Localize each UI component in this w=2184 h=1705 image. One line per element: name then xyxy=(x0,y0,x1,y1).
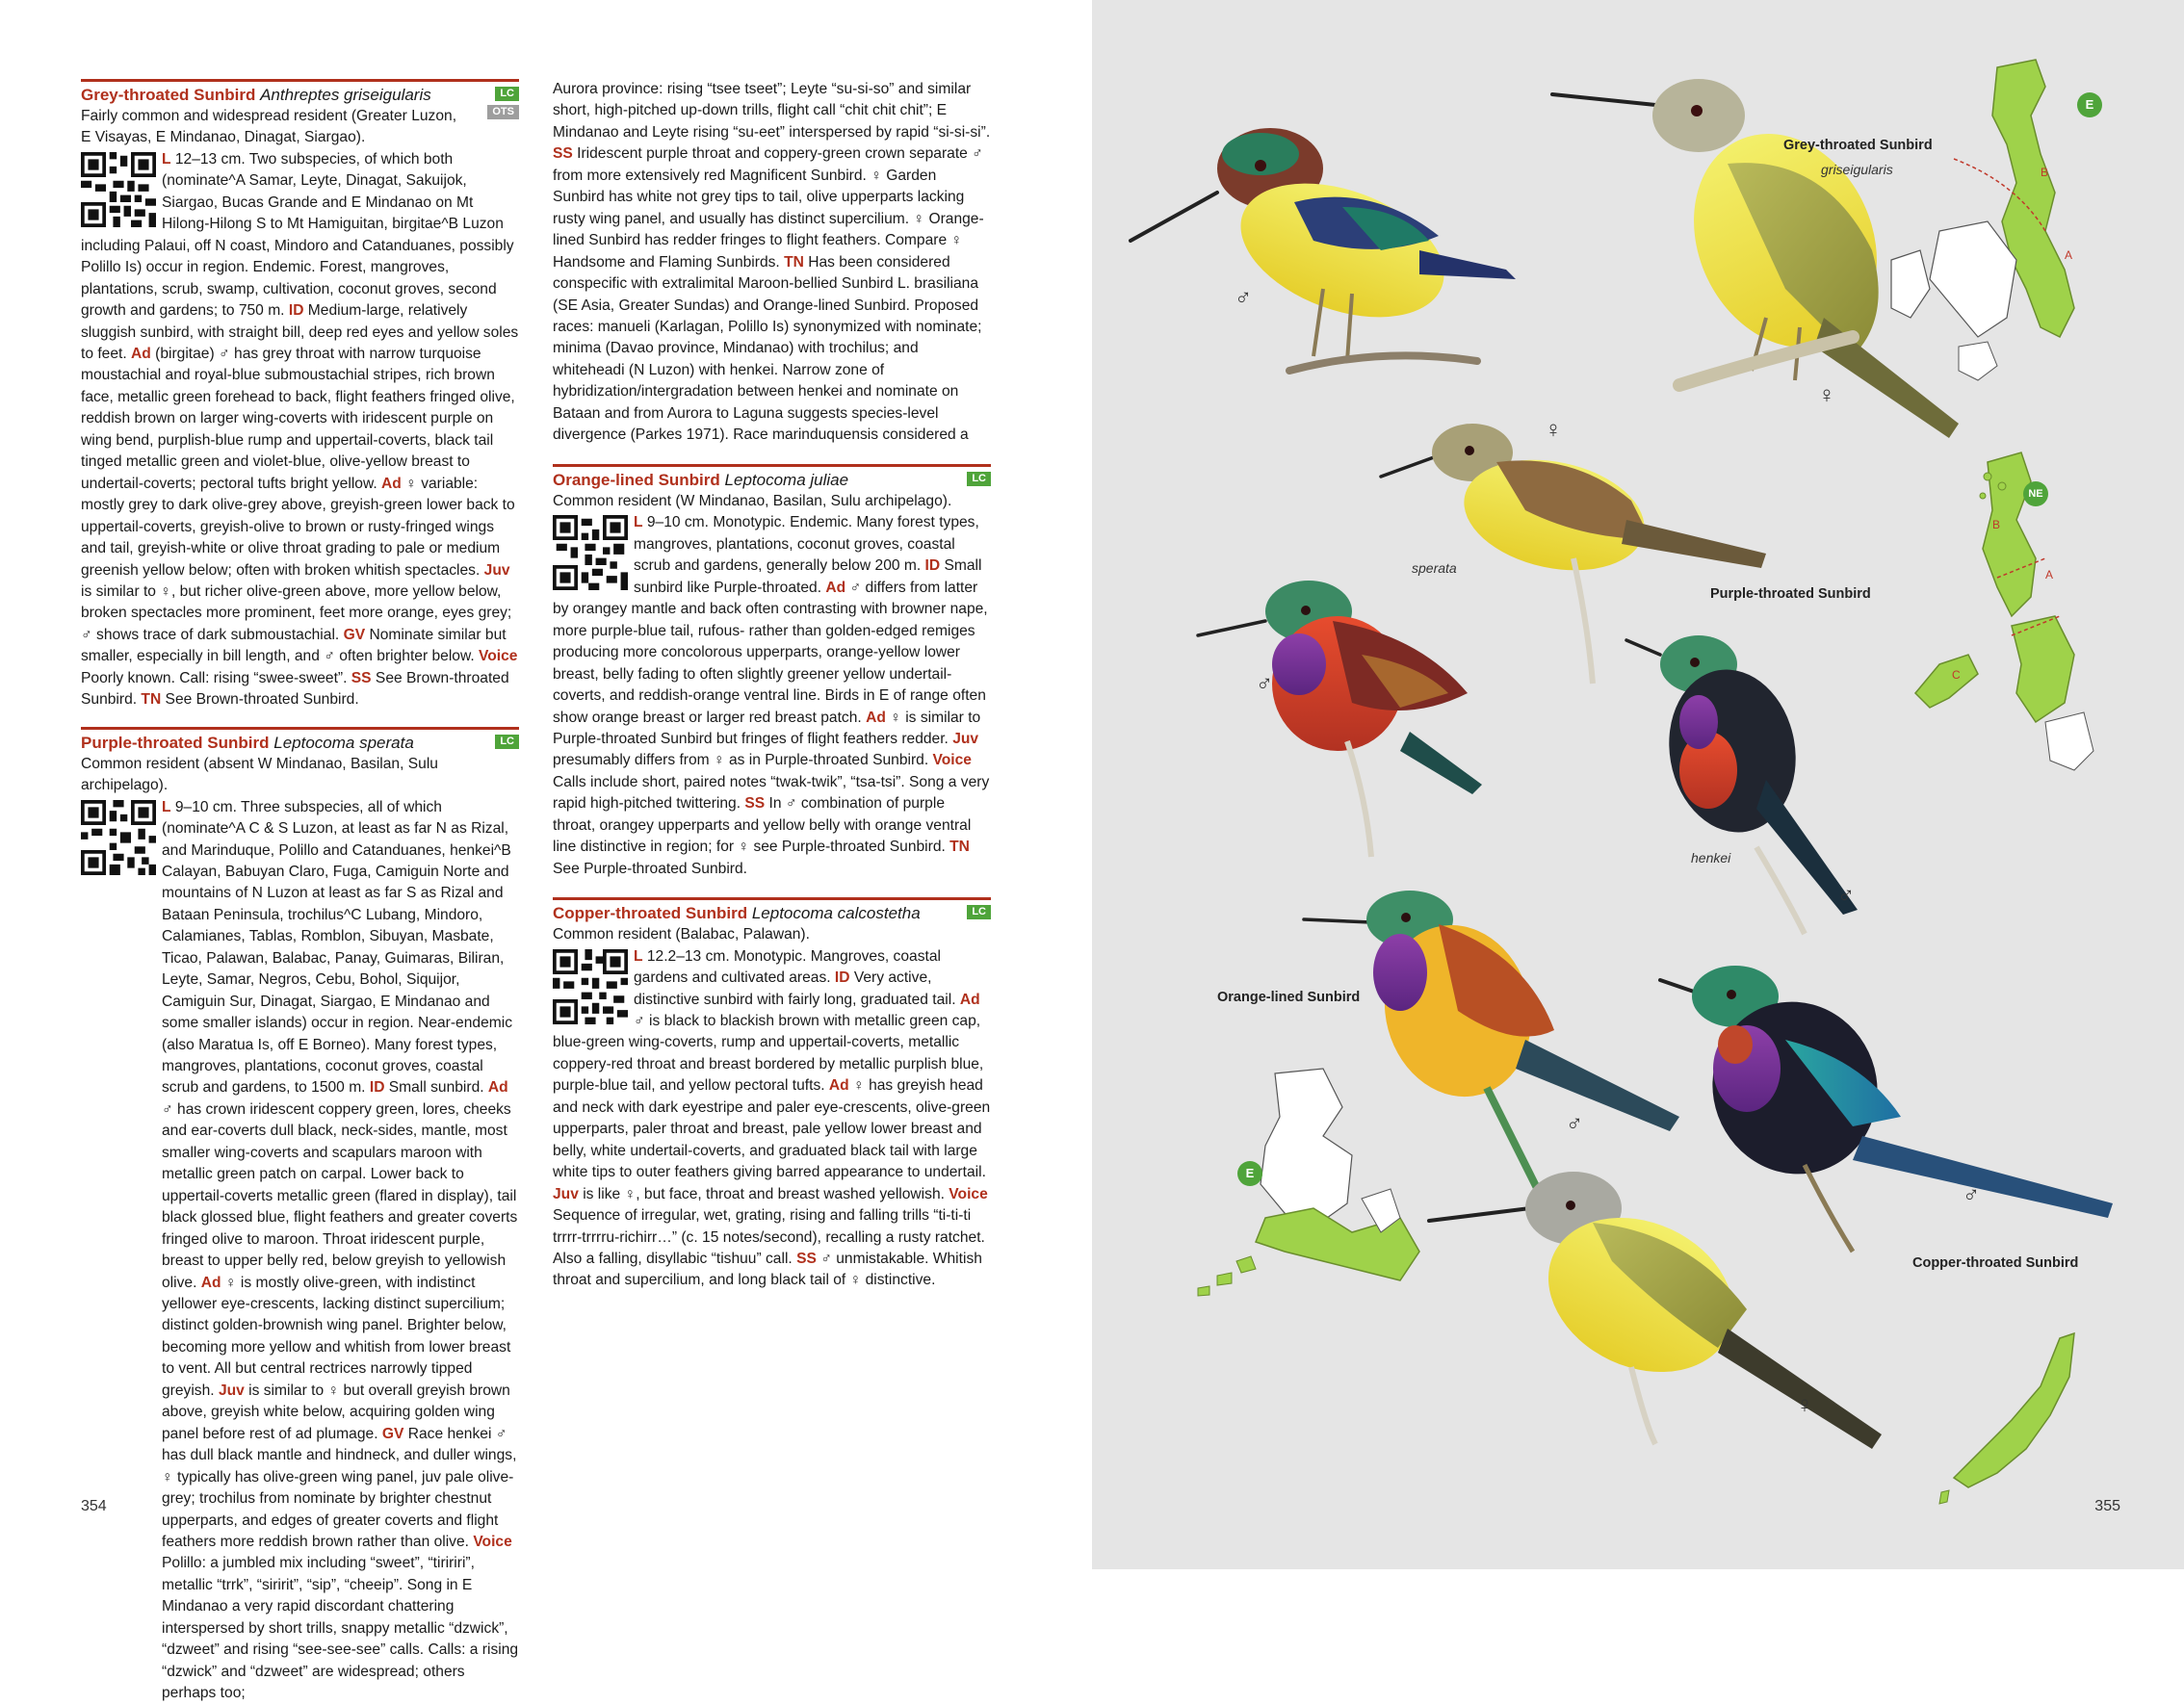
male-symbol-icon: ♂ xyxy=(1235,285,1252,311)
entry-heading xyxy=(553,897,991,924)
qr-code-icon[interactable] xyxy=(553,949,628,1024)
map-letter-b: B xyxy=(1992,518,2001,531)
map-letter-c: C xyxy=(1952,668,1961,682)
bird-copper-throated-female xyxy=(1429,1172,1882,1449)
status-text: Common resident (W Mindanao, Basilan, Sulu archipelago). xyxy=(553,493,952,509)
status-badge-lc: LC xyxy=(495,735,519,749)
qr-code-icon[interactable] xyxy=(81,152,156,227)
label-griseigularis: griseigularis xyxy=(1821,162,1893,177)
bird-orange-lined-male xyxy=(1304,891,1679,1203)
bird-purple-throated-male-sperata xyxy=(1198,581,1482,857)
bird-purple-throated-male-henkei xyxy=(1626,635,1858,934)
label-grey-throated: Grey-throated Sunbird xyxy=(1783,138,1933,153)
text-column-2 xyxy=(553,79,991,1292)
scientific-name: Leptocoma calcostetha xyxy=(751,904,921,923)
purple-throated-continued: Aurora province: rising “tsee tseet”; Leyte “su-si-so” and similar short, high-pitched up-down trills, flight call “chit chit chit”; E Mindanao and Leyte rising “su-eet” interspersed by rapid “si-si-si”. SS Iridescent purple throat and coppery-green crown separate ♂ from more extensively red Magnificent Sunbird. ♀ Garden Sunbird has white not grey tips to tail, olive upperparts lacking rusty wing panel, and usually has distinct supercilium. ♀ Orange-lined Sunbird has redder fringes to flight feathers. Compare ♀ Handsome and Flaming Sunbirds. TN Has been considered conspecific with extralimital Maroon-bellied Sunbird L. brasiliana (SE Asia, Greater Sundas) and Orange-lined Sunbird. Proposed races: manueli (Karlagan, Polillo Is) synonymized with nominate; minima (Davao province, Mindanao) with trochilus; and whiteheadi (N Luzon) with henkei. Narrow zone of hybridization/intergradation between henkei and nominate on Bataan and from Aurora to Laguna suggests species-level divergence (Parkes 1971). Race marinduquensis considered a xyxy=(553,81,991,444)
bird-copper-throated-male xyxy=(1660,966,2113,1252)
status-badge-lc: LC xyxy=(495,87,519,101)
entry-body: L 9–10 cm. Monotypic. Endemic. Many forest types, mangroves, plantations, coconut groves, coastal scrub and gardens, generally below 200 m. ID Small sunbird like Purple-throated. Ad ♂ differs from latter by orangey mantle and back often contrasting with browner nape, more purple-blue tail, rufous- rather than golden-edged remiges producing more concolorous upperparts, orange-yellow lower breast, belly fading to often slightly greener yellow undertail-coverts, and reddish-orange ventral line. Birds in E of range often show orange breast or larger red breast patch. Ad ♀ is similar to Purple-throated Sunbird but fringes of flight feathers redder. Juv presumably differs from ♀ as in Purple-throated Sunbird. Voice Calls include short, paired notes “twak-twik”, “tsa-tsi”. Song a very rapid high-pitched twittering. SS In ♂ combination of purple throat, orangey upperparts and yellow belly with orange ventral line distinctive in region; for ♀ see Purple-throated Sunbird. TN See Purple-throated Sunbird. xyxy=(553,514,990,877)
left-page xyxy=(0,0,1092,1702)
map-letter-a: A xyxy=(2065,248,2073,262)
label-sperata: sperata xyxy=(1412,560,1457,576)
species-entry-orange-lined xyxy=(553,464,991,880)
range-map-purple-throated xyxy=(1915,452,2093,770)
female-symbol-icon: ♀ xyxy=(1796,1392,1813,1418)
right-page-plate xyxy=(1092,0,2184,1569)
male-symbol-icon: ♂ xyxy=(1963,1182,1980,1208)
range-map-orange-lined xyxy=(1198,1069,1419,1296)
female-symbol-icon: ♀ xyxy=(1545,417,1562,443)
common-name: Grey-throated Sunbird xyxy=(81,86,256,104)
scientific-name: Leptocoma sperata xyxy=(273,733,414,752)
status-badge-ots: OTS xyxy=(487,105,519,119)
entry-body: L 9–10 cm. Three subspecies, all of which (nominate^A C & S Luzon, at least as far N as Rizal, and Marinduque, Polillo and Catanduanes, henkei^B Calayan, Babuyan Claro, Fuga, Camiguin Norte and mountains of N Luzon at least as far S as Rizal and Bataan Peninsula, trochilus^C Lubang, Mindoro, Calamianes, Tablas, Romblon, Sibuyan, Masbate, Ticao, Palawan, Balabac, Panay, Guimaras, Biliran, Leyte, Samar, Negros, Cebu, Bohol, Siquijor, Camiguin Sur, Dinagat, Siargao, E Mindanao and some smaller islands) occur in region. Near-endemic (also Maratua Is, off E Borneo). Many forest types, mangroves, plantations, coconut groves, coastal scrub and gardens, to 1500 m. ID Small sunbird. Ad ♂ has crown iridescent coppery green, lores, cheeks and ear-coverts dull black, neck-sides, mantle, most smaller wing-coverts and scapulars maroon with metallic green patch on carpal. Lower back to uppertail-coverts metallic green (flared in display), tail black glossed blue, flight feathers and greater coverts fringed olive to maroon. Throat iridescent purple, breast to upper belly red, below greyish to yellowish olive. Ad ♀ is mostly olive-green, with indistinct yellower eye-crescents, lacking distinct supercilium; distinct golden-brownish wing panel. Brighter below, becoming more yellow and whitish from lower breast to vent. All but central rectrices narrowly tipped greyish. Juv is similar to ♀ but overall greyish brown above, greyish white below, acquiring golden wing panel before rest of ad plumage. GV Race henkei ♂ has dull black mantle and hindneck, and duller wings, ♀ typically has olive-green wing panel, juv pale olive-grey; trochilus from nominate by brighter chestnut upperparts, and edges of greater coverts and flight feathers more reddish brown rather than olive. Voice Polillo: a jumbled mix including “sweet”, “tiririri”, metallic “trrk”, “siririt”, “sip”, “cheeip”. Song in E Mindanao a very rapid discordant chattering interspersed by short trills, snappy metallic “dzwick”, “dzweet” and rising “see-see-see” calls. Calls: a rising “dzwick” and “dzweet” are widespread; others perhaps too; xyxy=(162,798,519,1702)
map-letter-b: B xyxy=(2041,166,2049,179)
status-text: Common resident (absent W Mindanao, Basilan, Sulu archipelago). xyxy=(81,755,438,794)
page-number-right: 355 xyxy=(2094,1498,2120,1514)
page-number-left: 354 xyxy=(81,1498,107,1514)
common-name: Purple-throated Sunbird xyxy=(81,733,270,752)
common-name: Orange-lined Sunbird xyxy=(553,471,720,489)
qr-code-icon[interactable] xyxy=(81,800,156,875)
label-purple-throated: Purple-throated Sunbird xyxy=(1710,586,1871,602)
scientific-name: Anthreptes griseigularis xyxy=(260,86,431,104)
entry-body: L 12.2–13 cm. Monotypic. Mangroves, coastal gardens and cultivated areas. ID Very active, distinctive sunbird with fairly long, graduated tail. Ad ♂ is black to blackish brown with metallic green cap, blue-green wing-coverts, rump and uppertail-coverts, metallic coppery-red throat and breast bordered by metallic purplish blue, purple-blue tail, and yellow pectoral tufts. Ad ♀ has greyish head and neck with dark eyestripe and paler eye-crescents, olive-green upperparts, paler throat and breast, pale yellow lower breast and belly, white undertail-coverts, and graduated black tail with large white tips to outer feathers giving barred appearance to undertail. Juv is like ♀, but face, throat and breast washed yellowish. Voice Sequence of irregular, wet, grating, rising and falling trills “ti-ti-ti trrrr-trrrru-richirr…” (c. 15 notes/second), recalling a rusty ratchet. Also a falling, disyllabic “tishuu” call. SS ♂ unmistakable. Whitish throat and supercilium, and long black tail of ♀ distinctive. xyxy=(553,947,991,1289)
common-name: Copper-throated Sunbird xyxy=(553,904,748,923)
range-map-copper-throated xyxy=(1939,1333,2074,1504)
male-symbol-icon: ♂ xyxy=(1566,1111,1583,1137)
label-orange-lined: Orange-lined Sunbird xyxy=(1217,990,1361,1005)
male-symbol-icon: ♂ xyxy=(1256,671,1273,697)
male-symbol-icon: ♂ xyxy=(1837,883,1855,909)
status-badge-lc: LC xyxy=(967,905,991,919)
species-entry-grey-throated xyxy=(81,79,519,711)
region-badge-e: E xyxy=(2077,92,2102,117)
entry-heading xyxy=(81,79,519,117)
status-text: Fairly common and widespread resident (Greater Luzon, E Visayas, E Mindanao, Dinagat, Siargao). xyxy=(81,108,457,146)
bird-grey-throated-male xyxy=(1131,128,1516,371)
entry-body: L 12–13 cm. Two subspecies, of which both (nominate^A Samar, Leyte, Dinagat, Sakuijok, Siargao, Bucas Grande and E Mindanao on Mt Hilong-Hilong S to Mt Hamiguitan, birgitae^B Luzon including Palaui, off N coast, Mindoro and Catanduanes, possibly Polillo Is) occur in region. Endemic. Forest, mangroves, plantations, scrub, swamp, cultivation, coconut groves, second growth and gardens; to 750 m. ID Medium-large, relatively sluggish sunbird, with straight bill, deep red eyes and yellow soles to feet. Ad (birgitae) ♂ has grey throat with narrow turquoise moustachial and royal-blue submoustachial stripes, rich brown face, metallic green forehead to back, flight feathers fringed olive, reddish brown on larger wing-coverts with iridescent purple on wing bend, purplish-blue rump and uppertail-coverts, black tail tinged metallic green and violet-blue, olive-yellow breast to undertail-coverts; pectoral tufts bright yellow. Ad ♀ variable: mostly grey to dark olive-grey above, greyish-green lower back to uppertail-coverts, greyish-olive to brown or rusty-fringed wings and tail, greyish-white or olive throat grading to pale or medium greenish yellow below; often with broken whitish spectacles. Juv is similar to ♀, but richer olive-green above, more yellow below, broken spectacles more prominent, feet more orange, eyes grey; ♂ shows trace of dark submoustachial. GV Nominate similar but smaller, especially in bill length, and ♂ often brighter below. Voice Poorly known. Call: rising “swee-sweet”. SS See Brown-throated Sunbird. TN See Brown-throated Sunbird. xyxy=(81,150,519,709)
region-badge-e: E xyxy=(1237,1161,1262,1186)
status-text: Common resident (Balabac, Palawan). xyxy=(553,926,810,943)
scientific-name: Leptocoma juliae xyxy=(724,471,849,489)
qr-code-icon[interactable] xyxy=(553,515,628,590)
entry-heading xyxy=(553,464,991,491)
label-copper-throated: Copper-throated Sunbird xyxy=(1912,1255,2079,1271)
region-badge-ne: NE xyxy=(2023,481,2048,506)
text-column-1 xyxy=(81,79,519,1705)
continued-text xyxy=(553,79,991,447)
range-map-grey-throated xyxy=(1891,60,2074,380)
species-entry-purple-throated xyxy=(81,727,519,1705)
female-symbol-icon: ♀ xyxy=(1818,382,1835,408)
status-badge-lc: LC xyxy=(967,472,991,486)
plate-illustration xyxy=(1092,0,2184,1569)
species-entry-copper-throated xyxy=(553,897,991,1292)
label-henkei: henkei xyxy=(1691,850,1731,865)
entry-heading xyxy=(81,727,519,754)
map-letter-a: A xyxy=(2045,568,2054,581)
